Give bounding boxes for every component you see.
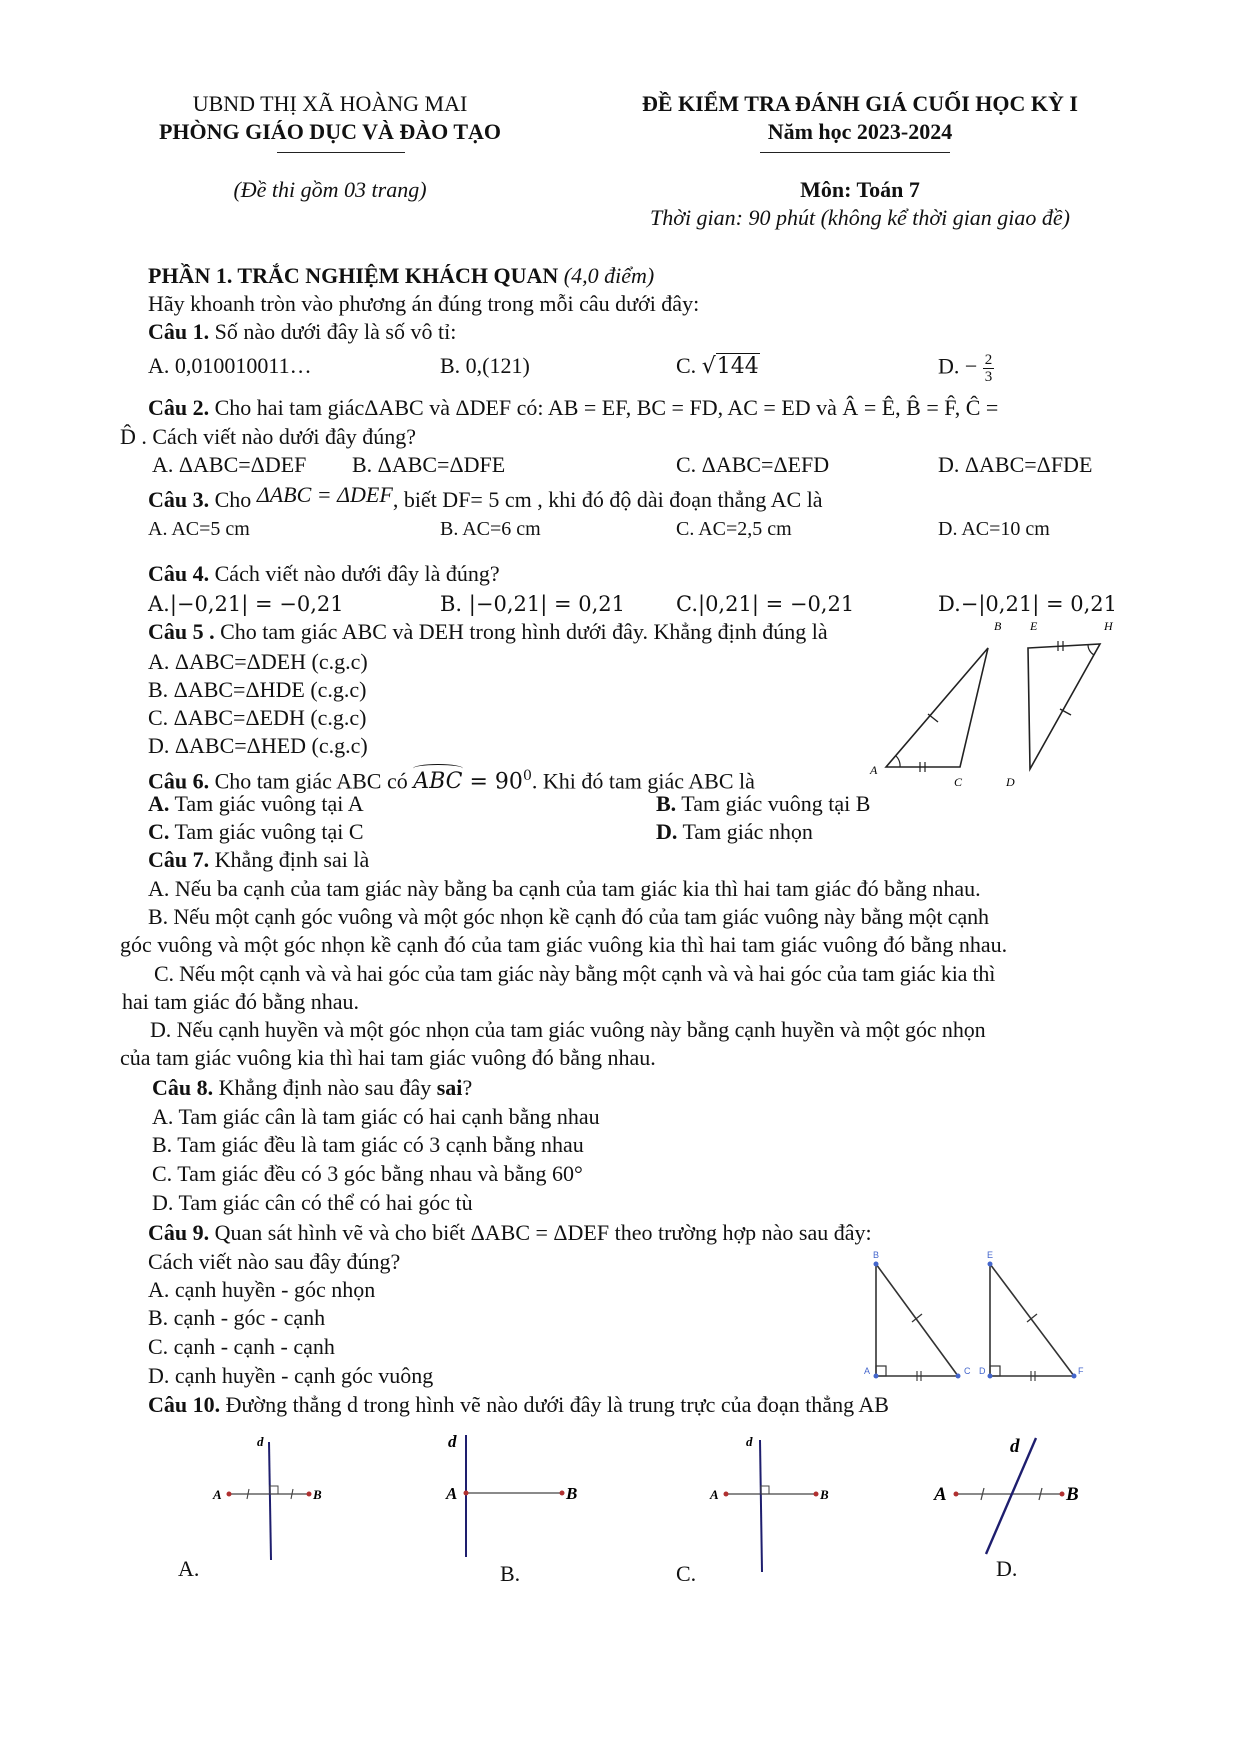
question-9-option-c: C. cạnh - cạnh - cạnh: [148, 1334, 335, 1359]
question-6-option-b-key: B.: [656, 791, 677, 816]
question-8-option-a: A. Tam giác cân là tam giác có hai cạnh bằng nhau: [152, 1104, 600, 1129]
point-b: [560, 1491, 565, 1496]
label-e: E: [987, 1250, 994, 1260]
fraction-numerator: 2: [984, 352, 993, 368]
question-9-option-b: B. cạnh - góc - cạnh: [148, 1305, 326, 1330]
question-8-text: Khẳng định nào sau đây: [218, 1075, 432, 1100]
question-3-option-a: A. AC=5 cm: [148, 518, 250, 540]
question-6-option-c: [148, 818, 364, 846]
question-5-label: Câu 5 .: [148, 619, 215, 644]
question-7-option-b-line1: B. Nếu một cạnh góc vuông và một góc nhọn kề cạnh đó của tam giác vuông này bằng một cạnh: [148, 904, 989, 929]
label-e: E: [1030, 619, 1038, 633]
label-a: A: [864, 1366, 871, 1376]
label-d: D: [1006, 775, 1015, 789]
label-h: H: [1104, 619, 1113, 633]
question-1-label: Câu 1.: [148, 319, 210, 344]
q10-figure-a: [205, 1432, 335, 1562]
question-8-option-b: B. Tam giác đều là tam giác có 3 cạnh bằng nhau: [152, 1132, 584, 1157]
question-7-option-c-line1: C. Nếu một cạnh và và hai góc của tam giác này bằng một cạnh và và hai góc của tam giác kia thì: [154, 961, 996, 986]
question-6-angle-text: ABC: [413, 769, 463, 795]
label-d: D: [979, 1366, 986, 1376]
question-7-option-d-line2: của tam giác vuông kia thì hai tam giác vuông đó bằng nhau.: [120, 1045, 656, 1070]
question-3-text-pre: Cho: [214, 487, 252, 512]
question-9-figure: [860, 1252, 1090, 1387]
header-left-note: (Đề thi gồm 03 trang): [233, 177, 427, 202]
question-5-option-d: D. ΔABC=ΔHED (c.g.c): [148, 733, 368, 758]
label-a: A: [710, 1487, 719, 1502]
question-5: [148, 618, 828, 646]
question-8-qmark: ?: [462, 1075, 473, 1100]
question-1-option-b: B. 0,(121): [440, 353, 530, 378]
label-a: A: [446, 1484, 458, 1503]
question-4-label: Câu 4.: [148, 561, 210, 586]
question-6-option-c-text: Tam giác vuông tại C: [169, 819, 364, 844]
question-5-option-a: A. ΔABC=ΔDEH (c.g.c): [148, 649, 368, 674]
question-2-line1: Cho hai tam giácΔABC và ΔDEF có: AB = EF, BC = FD, AC = ED và Â = Ê, B̂ = F̂, Ĉ =: [214, 395, 999, 420]
question-3: [148, 482, 823, 514]
question-7-option-a: A. Nếu ba cạnh của tam giác này bằng ba cạnh của tam giác kia thì hai tam giác đó bằng nhau.: [148, 876, 981, 901]
point-c: [956, 1374, 961, 1379]
question-6-option-d-key: D.: [656, 819, 678, 844]
question-5-figure: [860, 616, 1120, 789]
question-6-option-d-text: Tam giác nhọn: [677, 819, 813, 844]
question-6-option-a-key: A.: [148, 791, 170, 816]
question-5-option-c: C. ΔABC=ΔEDH (c.g.c): [148, 705, 367, 730]
question-1: [148, 318, 456, 346]
triangle-abc: [876, 1264, 958, 1376]
angle-hat: [413, 764, 462, 773]
question-4-text: Cách viết nào dưới đây là đúng?: [214, 561, 500, 586]
fraction: [983, 352, 995, 385]
question-6-option-a-text: Tam giác vuông tại A: [169, 791, 364, 816]
q10-caption-d: D.: [996, 1556, 1018, 1581]
question-4-option-d: D.−|0,21| = 0,21: [938, 592, 1117, 616]
label-f: F: [1078, 1366, 1084, 1376]
question-8-emph: sai: [436, 1075, 463, 1100]
line-d: [269, 1442, 271, 1560]
question-2-label: Câu 2.: [148, 395, 210, 420]
point-e: [988, 1262, 993, 1267]
question-6-text-post: . Khi đó tam giác ABC là: [531, 768, 755, 794]
question-6-text-pre: Cho tam giác ABC có: [214, 768, 408, 794]
question-6-option-b: [656, 790, 870, 818]
part1-points: (4,0 điểm): [563, 263, 655, 288]
question-7-option-b-line2: góc vuông và một góc nhọn kề cạnh đó của tam giác vuông kia thì hai tam giác vuông đó bằng nhau.: [120, 932, 1008, 957]
label-b: B: [820, 1487, 829, 1502]
label-a: A: [870, 763, 878, 777]
question-10-text: Đường thẳng d trong hình vẽ nào dưới đây là trung trực của đoạn thẳng AB: [225, 1392, 889, 1417]
question-10-label: Câu 10.: [148, 1392, 221, 1417]
question-9-option-d: D. cạnh huyền - cạnh góc vuông: [148, 1363, 434, 1388]
line-d: [760, 1440, 762, 1572]
question-9-option-a: A. cạnh huyền - góc nhọn: [148, 1277, 376, 1302]
q10-caption-b: B.: [500, 1561, 521, 1586]
question-6-option-c-key: C.: [148, 819, 170, 844]
question-5-option-b: B. ΔABC=ΔHDE (c.g.c): [148, 677, 367, 702]
question-1-option-c-radicand: 144: [716, 354, 759, 379]
point-f: [1072, 1374, 1077, 1379]
question-1-option-c-prefix: C.: [676, 353, 702, 378]
question-7: [148, 846, 369, 874]
question-4-option-a: A.|−0,21| = −0,21: [148, 592, 344, 616]
header-left-line1: UBND THỊ XÃ HOÀNG MAI: [192, 91, 468, 116]
question-9-sub: Cách viết nào sau đây đúng?: [148, 1249, 401, 1274]
question-5-text: Cho tam giác ABC và DEH trong hình dưới đây. Khẳng định đúng là: [220, 619, 828, 644]
q10-caption-a: A.: [178, 1556, 200, 1581]
question-2-option-b: B. ΔABC=ΔDFE: [352, 452, 506, 477]
point-a: [464, 1491, 469, 1496]
point-b: [1060, 1492, 1065, 1497]
question-6-eq: = 90: [462, 769, 523, 795]
label-c: C: [964, 1366, 971, 1376]
question-10: [148, 1391, 889, 1419]
point-b: [814, 1492, 819, 1497]
header-subject: Môn: Toán 7: [800, 177, 920, 202]
question-3-math: ΔABC = ΔDEF: [256, 482, 393, 507]
question-2-option-c: C. ΔABC=ΔEFD: [676, 452, 830, 477]
right-angle-mark: [270, 1486, 278, 1494]
header-left-rule: [277, 152, 405, 153]
question-8-option-c: C. Tam giác đều có 3 góc bằng nhau và bằng 60°: [152, 1161, 583, 1186]
question-1-option-c: [676, 352, 760, 381]
angle-arc-a: [896, 756, 900, 767]
question-4-option-c: C.|0,21| = −0,21: [676, 592, 855, 616]
question-8: [152, 1074, 472, 1102]
question-1-option-a: A. 0,010010011…: [148, 353, 312, 378]
triangle-abc: [886, 648, 988, 767]
question-7-text: Khẳng định sai là: [214, 847, 370, 872]
header-right-line2: Năm học 2023-2024: [767, 119, 953, 144]
header-right-rule: [760, 152, 950, 153]
question-1-text: Số nào dưới đây là số vô tỉ:: [214, 319, 457, 344]
point-a: [724, 1492, 729, 1497]
question-6-option-a: [148, 790, 364, 818]
question-2-line2: D̂ . Cách viết nào dưới đây đúng?: [120, 424, 417, 449]
label-a: A: [213, 1487, 222, 1502]
question-6-option-d: [656, 818, 813, 846]
point-a: [874, 1374, 879, 1379]
question-6-angle: [413, 768, 462, 796]
label-c: C: [954, 775, 963, 789]
point-b: [874, 1262, 879, 1267]
question-7-label: Câu 7.: [148, 847, 210, 872]
question-1-option-d: [938, 352, 994, 385]
q10-caption-c: C.: [676, 1561, 697, 1586]
label-b: B: [1066, 1484, 1079, 1505]
q10-figure-d: [930, 1430, 1090, 1560]
header-right-line1: ĐỀ KIỂM TRA ĐÁNH GIÁ CUỐI HỌC KỲ I: [642, 91, 1078, 116]
part1-title: PHẦN 1. TRẮC NGHIỆM KHÁCH QUAN: [148, 263, 559, 288]
question-8-option-d: D. Tam giác cân có thể có hai góc tù: [152, 1190, 473, 1215]
q10-figure-b: [440, 1425, 590, 1565]
point-d: [988, 1374, 993, 1379]
question-1-option-d-prefix: D. −: [938, 353, 978, 379]
triangle-deh: [1028, 644, 1100, 769]
question-3-label: Câu 3.: [148, 487, 210, 512]
question-8-label: Câu 8.: [152, 1075, 214, 1100]
header-left-line2: PHÒNG GIÁO DỤC VÀ ĐÀO TẠO: [158, 119, 502, 144]
question-3-option-d: D. AC=10 cm: [938, 518, 1050, 540]
label-b: B: [873, 1250, 880, 1260]
question-3-text-post: , biết DF= 5 cm , khi đó độ dài đoạn thẳng AC là: [392, 487, 823, 512]
question-9-text: Quan sát hình vẽ và cho biết ΔABC = ΔDEF theo trường hợp nào sau đây:: [214, 1220, 872, 1245]
point-a: [227, 1492, 232, 1497]
angle-arc-h: [1088, 644, 1094, 655]
question-7-option-c-line2: hai tam giác đó bằng nhau.: [122, 989, 360, 1014]
label-a: A: [934, 1484, 947, 1505]
question-2-option-d: D. ΔABC=ΔFDE: [938, 452, 1093, 477]
sqrt-symbol: √: [701, 354, 716, 379]
question-6-sup: 0: [522, 768, 532, 784]
label-d: d: [448, 1432, 457, 1451]
point-a: [954, 1492, 959, 1497]
question-9: [148, 1219, 872, 1247]
label-b: B: [994, 619, 1002, 633]
part1-instruction: Hãy khoanh tròn vào phương án đúng trong mỗi câu dưới đây:: [148, 291, 700, 316]
question-3-option-b: B. AC=6 cm: [440, 518, 541, 540]
question-4-option-b: B. |−0,21| = 0,21: [440, 592, 625, 616]
fraction-denominator: 3: [984, 369, 993, 385]
right-angle-mark: [761, 1486, 769, 1494]
label-d: d: [746, 1434, 753, 1449]
question-6-label: Câu 6.: [148, 768, 210, 794]
q10-figure-c: [700, 1432, 840, 1574]
question-2: [148, 394, 998, 422]
part1-heading: [148, 262, 654, 290]
question-4: [148, 560, 500, 588]
question-3-option-c: C. AC=2,5 cm: [676, 518, 792, 540]
label-b: B: [566, 1484, 578, 1503]
triangle-def: [990, 1264, 1074, 1376]
header-time: Thời gian: 90 phút (không kể thời gian giao đề): [649, 205, 1071, 230]
question-6-option-b-text: Tam giác vuông tại B: [676, 791, 871, 816]
label-d: d: [1010, 1436, 1020, 1457]
question-7-option-d-line1: D. Nếu cạnh huyền và một góc nhọn của tam giác vuông này bằng cạnh huyền và một góc nhọn: [150, 1017, 986, 1042]
label-b: B: [313, 1487, 322, 1502]
point-b: [307, 1492, 312, 1497]
label-d: d: [257, 1434, 264, 1449]
question-2-option-a: A. ΔABC=ΔDEF: [152, 452, 307, 477]
tick-ab: [928, 714, 938, 722]
question-9-label: Câu 9.: [148, 1220, 210, 1245]
